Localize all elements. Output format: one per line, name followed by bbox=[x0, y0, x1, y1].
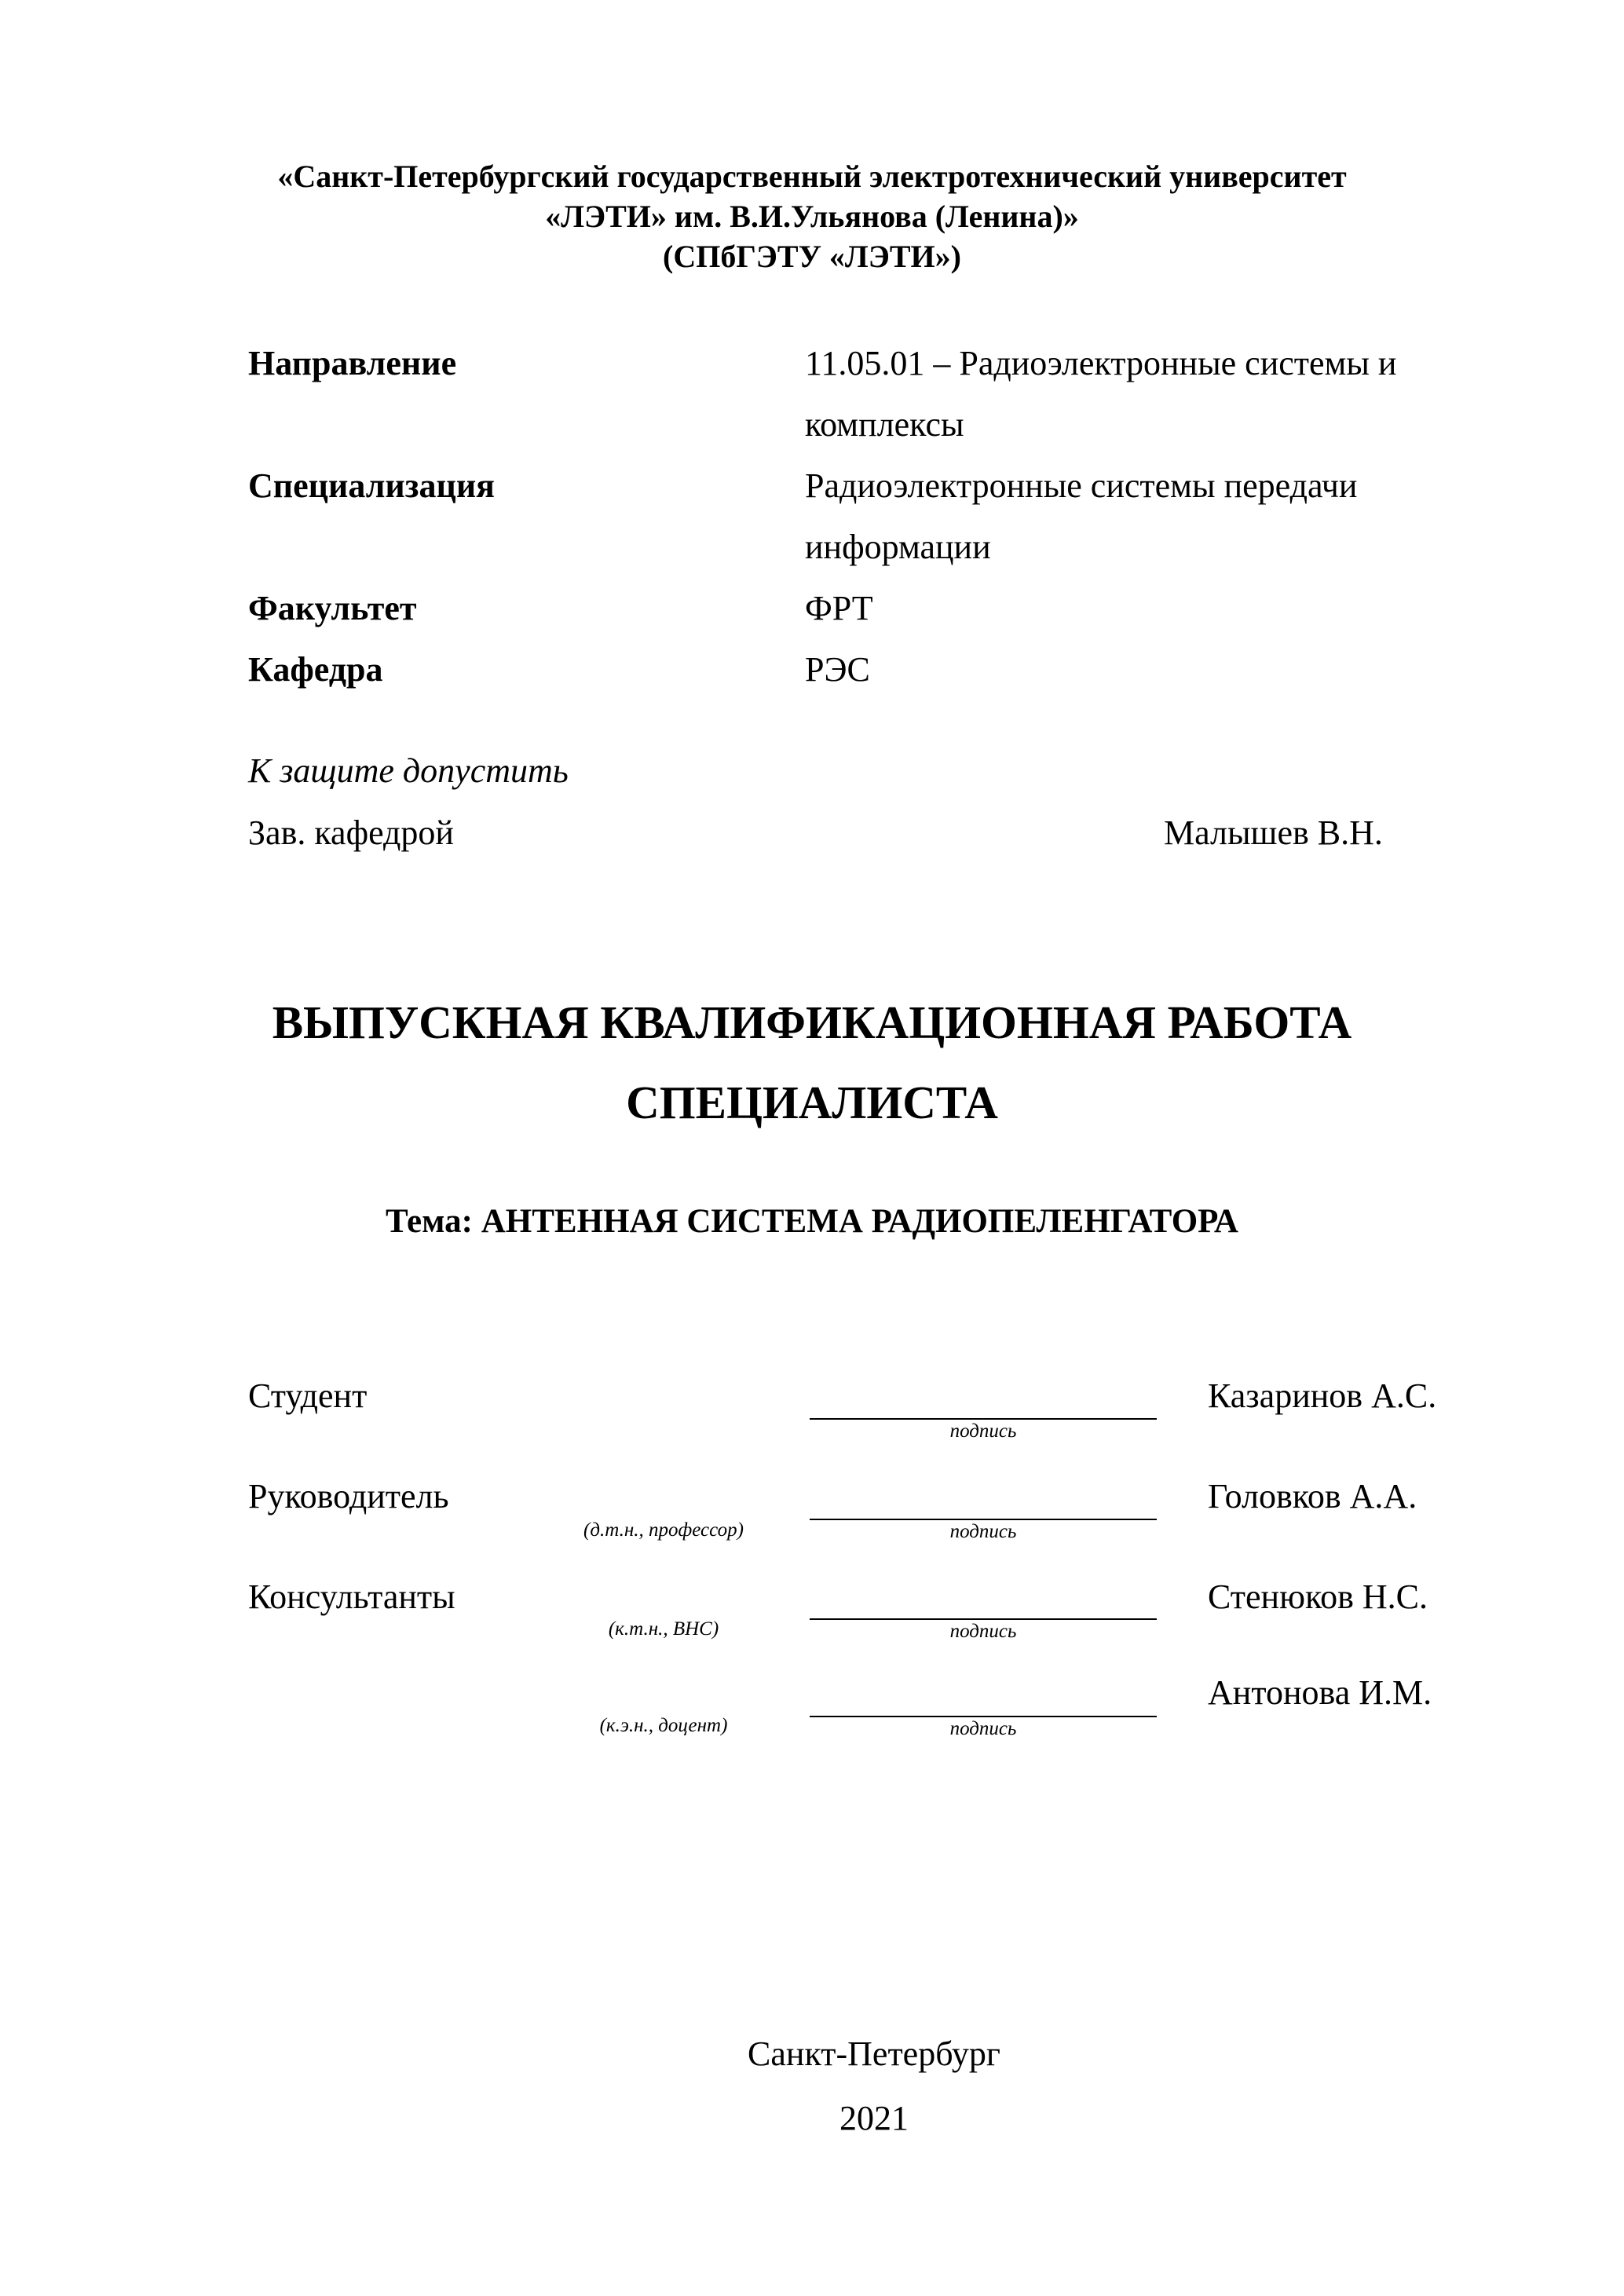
signature-name: Антонова И.М. bbox=[1208, 1673, 1432, 1712]
signature-name: Стенюков Н.С. bbox=[1208, 1578, 1428, 1616]
admit-to-defense: К защите допустить bbox=[248, 751, 569, 790]
faculty-value: ФРТ bbox=[805, 589, 873, 627]
specialization-label: Специализация bbox=[248, 466, 495, 505]
university-name-line1: «Санкт-Петербургский государственный электротехнический университет bbox=[277, 159, 1347, 194]
signature-name: Головков А.А. bbox=[1208, 1477, 1417, 1515]
year: 2021 bbox=[839, 2099, 909, 2137]
department-label: Кафедра bbox=[248, 650, 383, 689]
specialization-value-line2: информации bbox=[805, 528, 991, 566]
signature-caption: подпись bbox=[949, 1420, 1017, 1442]
faculty-label: Факультет bbox=[248, 589, 417, 627]
department-value: РЭС bbox=[805, 650, 870, 689]
city: Санкт-Петербург bbox=[748, 2035, 1000, 2073]
signature-degree: (д.т.н., профессор) bbox=[583, 1519, 744, 1541]
signature-role-supervisor: Руководитель bbox=[248, 1477, 449, 1515]
signature-caption: подпись bbox=[949, 1521, 1017, 1542]
document-title-line2: СПЕЦИАЛИСТА bbox=[626, 1077, 998, 1128]
signature-caption: подпись bbox=[949, 1621, 1017, 1642]
specialization-value-line1: Радиоэлектронные системы передачи bbox=[805, 466, 1358, 505]
signature-caption: подпись bbox=[949, 1718, 1017, 1739]
signature-degree: (к.э.н., доцент) bbox=[599, 1715, 728, 1736]
university-abbreviation: (СПбГЭТУ «ЛЭТИ») bbox=[663, 239, 961, 274]
thesis-topic: Тема: АНТЕННАЯ СИСТЕМА РАДИОПЕЛЕНГАТОРА bbox=[386, 1203, 1238, 1240]
direction-label: Направление bbox=[248, 344, 457, 382]
signature-degree: (к.т.н., ВНС) bbox=[608, 1618, 719, 1640]
university-name-line2: «ЛЭТИ» им. В.И.Ульянова (Ленина)» bbox=[545, 199, 1079, 234]
head-of-department-name: Малышев В.Н. bbox=[1164, 813, 1383, 852]
signature-name: Казаринов А.С. bbox=[1208, 1377, 1437, 1415]
direction-value-line2: комплексы bbox=[805, 405, 964, 444]
signature-role-consultants: Консультанты bbox=[248, 1578, 455, 1616]
direction-value-line1: 11.05.01 – Радиоэлектронные системы и bbox=[805, 344, 1397, 382]
document-title-line1: ВЫПУСКНАЯ КВАЛИФИКАЦИОННАЯ РАБОТА bbox=[272, 996, 1352, 1048]
head-of-department-label: Зав. кафедрой bbox=[248, 813, 454, 852]
signature-role-student: Студент bbox=[248, 1377, 368, 1415]
